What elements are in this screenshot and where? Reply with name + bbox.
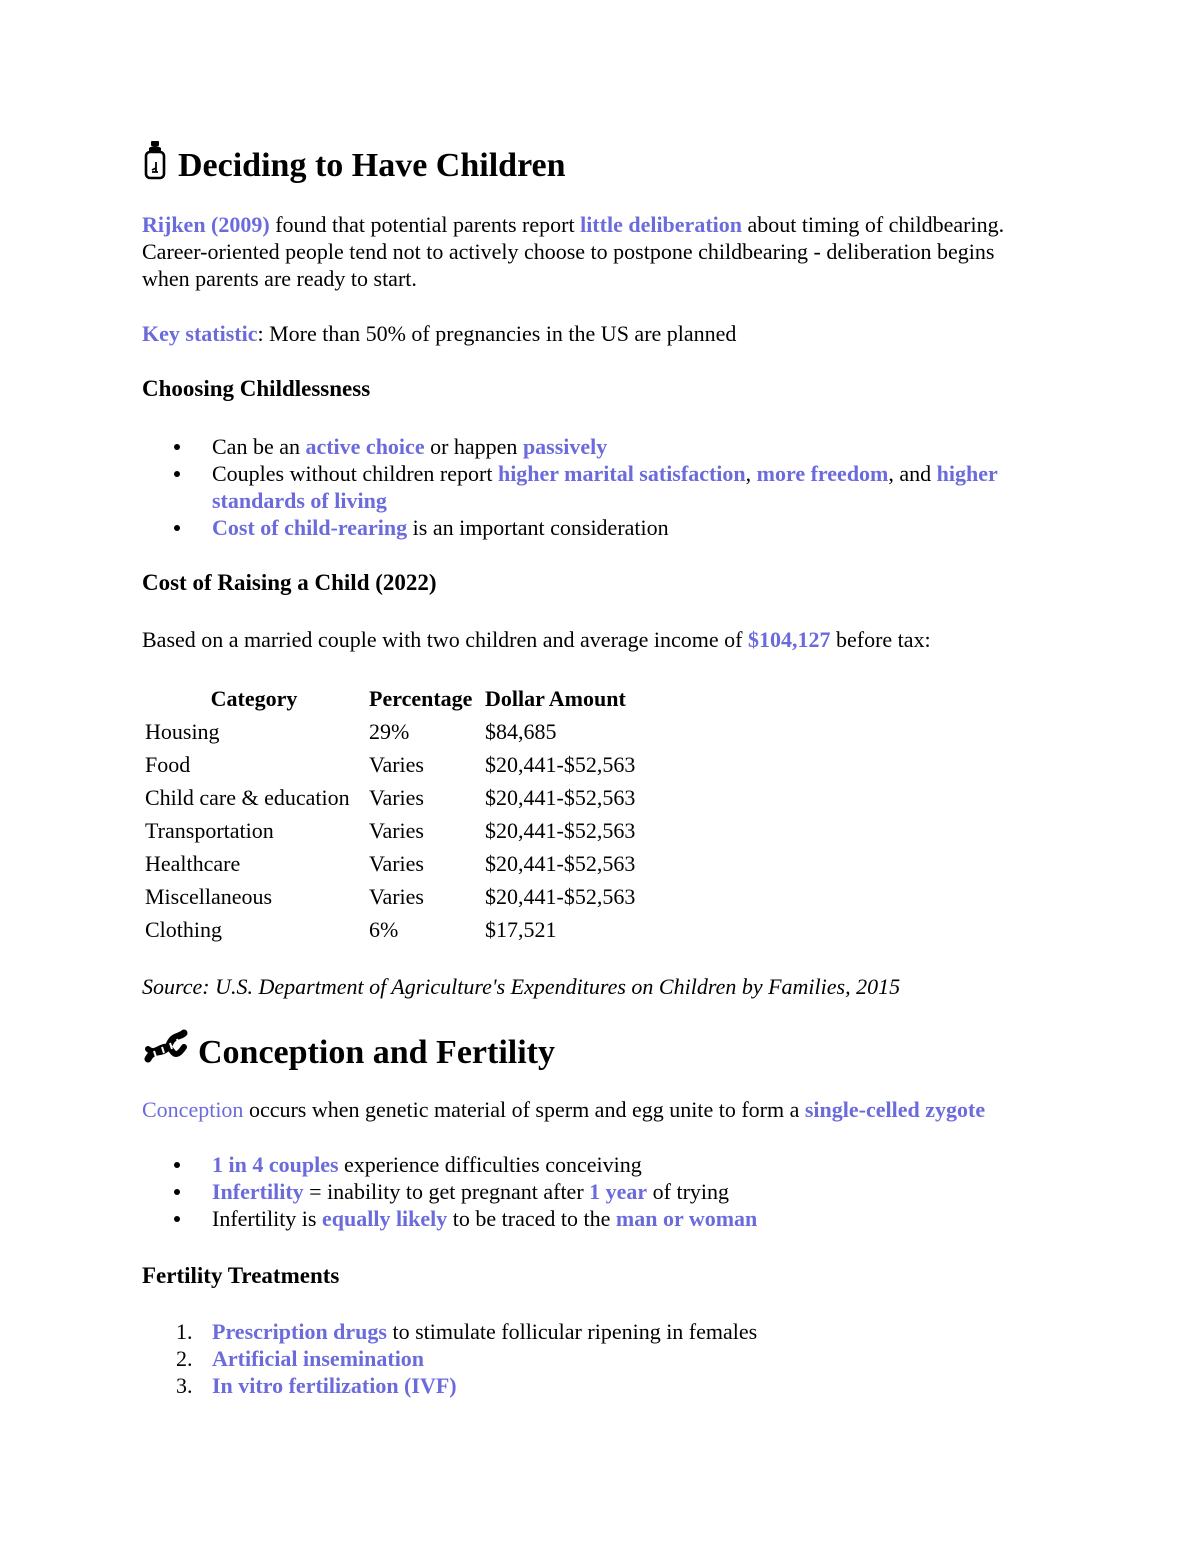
highlight-term: Conception <box>142 1097 244 1122</box>
table-row: Transportation Varies $20,441-$52,563 <box>145 817 636 843</box>
fertility-facts-list <box>142 1151 1062 1232</box>
table-row: Clothing 6% $17,521 <box>145 916 557 942</box>
col-header-dollar: Dollar Amount <box>485 685 626 711</box>
intro-paragraph: Rijken (2009) found that potential parents report little deliberation about timing of childbearing. Career-oriented people tend not to actively choose to postpone childbearing - deliberation begins when parents are ready to start. <box>142 212 1005 291</box>
heading-fertility-treatments: Fertility Treatments <box>142 1263 340 1288</box>
list-item: Infertility = inability to get pregnant after 1 year of trying <box>142 1178 1062 1205</box>
income-value: $104,127 <box>748 627 831 652</box>
col-header-category: Category <box>210 685 298 711</box>
cost-basis: Based on a married couple with two children and average income of $104,127 before tax: <box>142 627 931 652</box>
table-row: Healthcare Varies $20,441-$52,563 <box>145 850 636 876</box>
col-header-percentage: Percentage <box>369 685 473 711</box>
list-item: 1 in 4 couples experience difficulties conceiving <box>142 1151 1062 1178</box>
table-row: Food Varies $20,441-$52,563 <box>145 751 636 777</box>
section-title-conception <box>142 1027 555 1079</box>
heading-cost-of-raising: Cost of Raising a Child (2022) <box>142 570 437 595</box>
list-item: Can be an active choice or happen passively <box>142 433 1062 460</box>
baby-bottle-icon <box>142 140 168 192</box>
table-row: Child care & education Varies $20,441-$52,563 <box>145 784 636 810</box>
conception-definition: Conception occurs when genetic material of sperm and egg unite to form a single-celled zygote <box>142 1097 986 1122</box>
list-item: 2. Artificial insemination <box>176 1346 425 1371</box>
key-statistic: Key statistic: More than 50% of pregnancies in the US are planned <box>142 321 737 346</box>
section-title-deciding <box>142 140 566 192</box>
table-row: Miscellaneous Varies $20,441-$52,563 <box>145 883 636 909</box>
citation-link[interactable]: Rijken (2009) <box>142 212 270 237</box>
section-title-text: Conception and Fertility <box>198 1034 555 1071</box>
childlessness-list <box>142 433 1062 541</box>
key-statistic-label: Key statistic <box>142 321 258 346</box>
source-citation: Source: U.S. Department of Agriculture's Expenditures on Children by Families, 2015 <box>142 974 901 999</box>
list-item: 3. In vitro fertilization (IVF) <box>176 1373 457 1398</box>
list-item: 1. Prescription drugs to stimulate follicular ripening in females <box>176 1319 758 1344</box>
table-row: Housing 29% $84,685 <box>145 718 557 744</box>
cost-table <box>142 682 638 946</box>
heading-choosing-childlessness: Choosing Childlessness <box>142 376 371 401</box>
list-item: Cost of child-rearing is an important consideration <box>142 514 1062 541</box>
list-item: Couples without children report higher marital satisfaction, more freedom, and higher standards of living <box>142 460 1062 514</box>
dna-icon <box>142 1027 188 1079</box>
section-title-text: Deciding to Have Children <box>178 147 566 184</box>
list-item: Infertility is equally likely to be traced to the man or woman <box>142 1205 1062 1232</box>
table-header-row <box>142 682 638 715</box>
highlight-term: single-celled zygote <box>804 1097 986 1122</box>
highlight-term: little deliberation <box>580 212 742 237</box>
treatments-list <box>142 1318 1062 1399</box>
